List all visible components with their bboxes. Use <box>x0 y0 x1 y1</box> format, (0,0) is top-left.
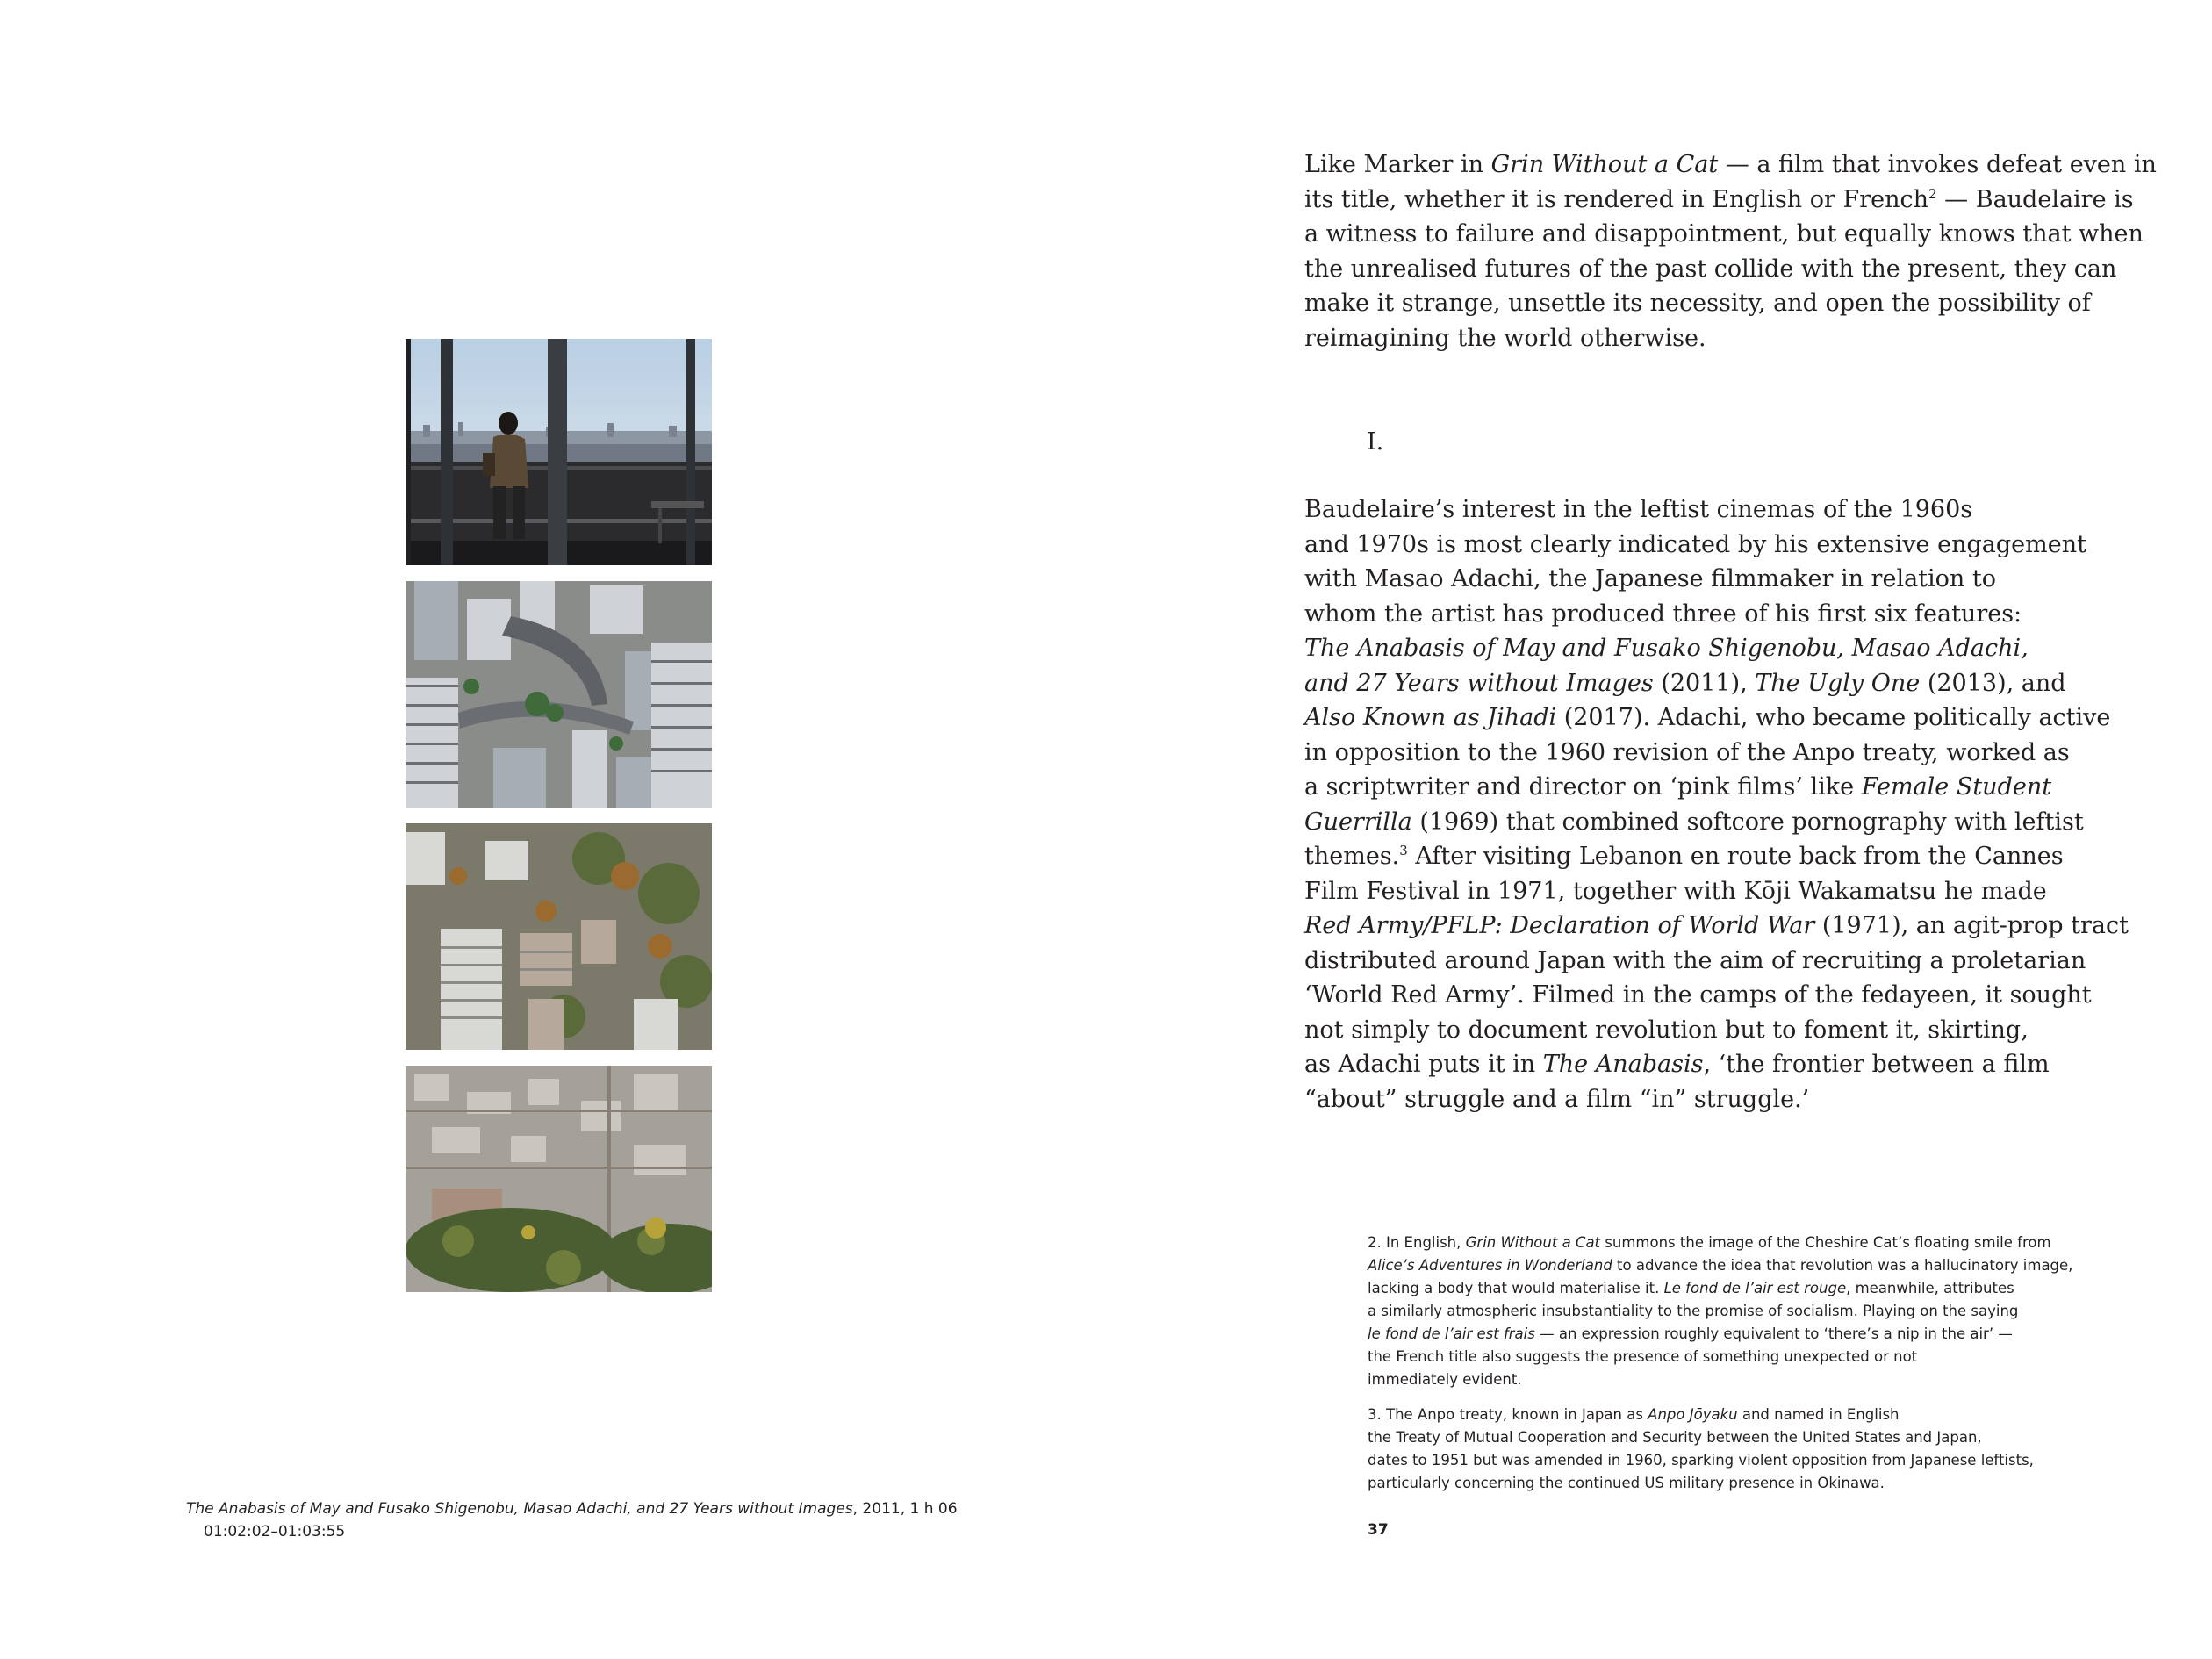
text-run: with Masao Adachi, the Japanese filmmaker in relation to <box>1304 565 1996 592</box>
footnote <box>1368 1404 2122 1495</box>
text-line <box>1304 1013 2112 1048</box>
text-run: 3. The Anpo treaty, known in Japan as <box>1368 1406 1648 1423</box>
text-run: — Baudelaire is <box>1936 185 2134 213</box>
text-line <box>1304 736 2112 771</box>
text-run: Baudelaire’s interest in the leftist cinemas of the 1960s <box>1304 496 1973 523</box>
text-line <box>1304 666 2112 701</box>
italic-title: Female Student <box>1861 773 2052 801</box>
text-run: summons the image of the Cheshire Cat’s floating smile from <box>1600 1234 2051 1251</box>
text-run: (1971), an agit-prop tract <box>1814 912 2129 939</box>
italic-title: Grin Without a Cat <box>1490 151 1719 178</box>
text-run: ‘World Red Army’. Filmed in the camps of the fedayeen, it sought <box>1304 981 2092 1009</box>
text-run: a similarly atmospheric insubstantiality to the promise of socialism. Playing on the saying <box>1368 1303 2019 1319</box>
italic-title: Le fond de l’air est rouge <box>1663 1280 1847 1296</box>
text-run: — an expression roughly equivalent to ‘there’s a nip in the air’ — <box>1534 1325 2013 1342</box>
text-run: as Adachi puts it in <box>1304 1051 1543 1078</box>
text-run: immediately evident. <box>1368 1371 1522 1388</box>
film-still-city-highway <box>406 581 712 808</box>
italic-title: Anpo Jōyaku <box>1648 1406 1738 1423</box>
text-line <box>1304 252 2117 287</box>
italic-title: The Ugly One <box>1755 669 1921 697</box>
text-line <box>1304 183 2134 218</box>
text-line <box>1304 597 2112 632</box>
italic-title: and 27 Years without Images <box>1304 669 1654 697</box>
italic-title: Red Army/PFLP: Declaration of World War <box>1304 912 1815 939</box>
text-line <box>1368 1426 2122 1449</box>
text-run: reimagining the world otherwise. <box>1304 324 1706 352</box>
text-run: — a film that invokes defeat even in <box>1718 151 2157 178</box>
text-run: its title, whether it is rendered in English or French <box>1304 185 1929 213</box>
text-run: the unrealised futures of the past collide with the present, they can <box>1304 255 2117 283</box>
text-run: Like Marker in <box>1304 151 1491 178</box>
text-run: to advance the idea that revolution was a hallucinatory image, <box>1612 1257 2073 1274</box>
text-line <box>1368 1254 2122 1277</box>
italic-title: Guerrilla <box>1304 808 1412 836</box>
body-paragraph-1 <box>1304 147 2157 356</box>
text-run: 2. In English, <box>1368 1234 1466 1251</box>
italic-title: Also Known as Jihadi <box>1304 704 1557 731</box>
text-line <box>1368 1277 2122 1300</box>
text-run: and named in English <box>1737 1406 1900 1423</box>
footnote <box>1368 1232 2122 1391</box>
text-line <box>1304 217 2144 252</box>
figure-caption <box>186 1497 976 1543</box>
text-line <box>1304 839 2112 874</box>
text-line <box>1368 1368 2122 1391</box>
text-run: , meanwhile, attributes <box>1846 1280 2014 1296</box>
text-run: lacking a body that would materialise it. <box>1368 1280 1664 1296</box>
text-line <box>1304 700 2112 736</box>
text-run: the French title also suggests the presence of something unexpected or not <box>1368 1348 1918 1365</box>
text-line <box>1304 874 2112 909</box>
text-run: “about” struggle and a film “in” struggle.’ <box>1304 1085 1810 1113</box>
caption-details: , 2011, 1 h 06 <box>852 1500 958 1518</box>
body-paragraph-2 <box>1304 492 2129 1117</box>
text-run: a witness to failure and disappointment, but equally knows that when <box>1304 220 2144 248</box>
text-line <box>1368 1323 2122 1346</box>
text-line <box>1368 1232 2122 1254</box>
film-still-observation-deck <box>406 339 712 565</box>
text-run: (1969) that combined softcore pornography with leftist <box>1411 808 2084 836</box>
text-line <box>1304 562 2112 597</box>
text-line <box>1368 1300 2122 1323</box>
caption-title: The Anabasis of May and Fusako Shigenobu, Masao Adachi, and 27 Years without Images <box>186 1500 853 1518</box>
text-line <box>1304 1082 2112 1117</box>
text-run: whom the artist has produced three of his first six features: <box>1304 600 2022 628</box>
text-run: After visiting Lebanon en route back from the Cannes <box>1407 843 2064 870</box>
text-line <box>1368 1346 2122 1368</box>
text-line <box>1304 147 2157 183</box>
italic-title: le fond de l’air est frais <box>1368 1325 1535 1342</box>
text-run: and 1970s is most clearly indicated by his extensive engagement <box>1304 530 2086 558</box>
footnote-marker: 3 <box>1399 843 1408 858</box>
text-line <box>1304 944 2112 979</box>
film-still-city-aerial <box>406 1066 712 1292</box>
text-line <box>1368 1404 2122 1426</box>
text-run: dates to 1951 but was amended in 1960, sparking violent opposition from Japanese leftists, <box>1368 1452 2034 1469</box>
text-run: in opposition to the 1960 revision of the Anpo treaty, worked as <box>1304 738 2070 766</box>
text-line <box>1304 805 2112 840</box>
text-line <box>1304 492 2112 528</box>
italic-title: The Anabasis <box>1542 1051 1704 1078</box>
text-line <box>1304 978 2112 1013</box>
text-run: make it strange, unsettle its necessity, and open the possibility of <box>1304 290 2091 317</box>
text-run: (2017). Adachi, who became politically active <box>1556 704 2111 731</box>
text-run: (2011), <box>1653 669 1756 697</box>
text-line <box>1304 321 2112 356</box>
text-line <box>1304 770 2112 805</box>
text-line <box>1304 631 2112 666</box>
text-run: themes. <box>1304 843 1400 870</box>
caption-timecode: 01:02:02–01:03:55 <box>204 1523 346 1540</box>
italic-title: Alice’s Adventures in Wonderland <box>1368 1257 1612 1274</box>
text-line <box>1304 528 2112 563</box>
film-still-city-buildings <box>406 823 712 1050</box>
text-run: not simply to document revolution but to foment it, skirting, <box>1304 1016 2029 1044</box>
footnote-marker: 2 <box>1928 185 1937 202</box>
text-line <box>1368 1449 2122 1472</box>
footnotes <box>1368 1232 2122 1507</box>
text-run: the Treaty of Mutual Cooperation and Security between the United States and Japan, <box>1368 1429 1982 1446</box>
text-line <box>1368 1472 2122 1495</box>
text-line <box>1304 1047 2112 1082</box>
text-run: (2013), and <box>1920 669 2066 697</box>
text-run: a scriptwriter and director on ‘pink films’ like <box>1304 773 1862 801</box>
page-number: 37 <box>1368 1521 1389 1539</box>
section-number: I. <box>1367 428 1384 456</box>
text-line <box>1304 908 2129 944</box>
text-line <box>1304 286 2112 321</box>
italic-title: The Anabasis of May and Fusako Shigenobu, Masao Adachi, <box>1304 635 2029 662</box>
text-run: Film Festival in 1971, together with Kōji Wakamatsu he made <box>1304 877 2047 905</box>
italic-title: Grin Without a Cat <box>1465 1234 1601 1251</box>
text-run: , ‘the frontier between a film <box>1703 1051 2050 1078</box>
text-run: particularly concerning the continued US military presence in Okinawa. <box>1368 1475 1885 1491</box>
text-run: distributed around Japan with the aim of recruiting a proletarian <box>1304 946 2086 974</box>
